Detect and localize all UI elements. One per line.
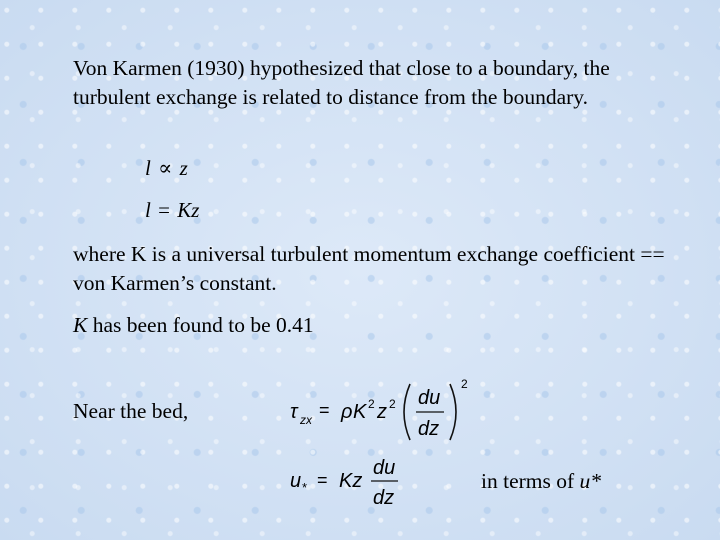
ustar-numerator: du bbox=[373, 457, 396, 479]
near-bed-label: Near the bed, bbox=[73, 399, 189, 423]
tau-denominator: dz bbox=[418, 418, 440, 440]
ustar-equals: = bbox=[317, 470, 328, 490]
k-symbol: K bbox=[353, 401, 367, 423]
k-variable: K bbox=[73, 313, 88, 337]
u-subscript: * bbox=[302, 480, 308, 495]
k-value-text: has been found to be 0.41 bbox=[87, 313, 314, 337]
rho-symbol: ρ bbox=[341, 401, 353, 423]
z-symbol: z bbox=[377, 401, 387, 423]
kz-term: Kz bbox=[339, 470, 363, 492]
k-value-paragraph bbox=[73, 311, 314, 340]
mixing-length-equation bbox=[145, 198, 199, 223]
eq1-operator: ∝ bbox=[158, 156, 173, 180]
u-symbol: u bbox=[290, 470, 302, 492]
eq2-operator: = bbox=[158, 198, 170, 222]
proportionality-equation bbox=[145, 156, 188, 181]
tau-numerator: du bbox=[418, 387, 441, 409]
z-exponent: 2 bbox=[389, 397, 396, 411]
tau-equals: = bbox=[319, 400, 330, 420]
left-paren bbox=[404, 384, 410, 440]
right-paren bbox=[450, 384, 456, 440]
shear-velocity-formula bbox=[290, 454, 410, 510]
intro-paragraph: Von Karmen (1930) hypothesized that close to a boundary, the turbulent exchange is related to distance from the boundary. bbox=[73, 56, 610, 109]
outer-exponent: 2 bbox=[461, 377, 468, 391]
tau-subscript: zx bbox=[300, 413, 312, 427]
in-terms-of-text: in terms of bbox=[481, 469, 580, 493]
tau-symbol: τ bbox=[290, 401, 298, 423]
k-exponent: 2 bbox=[368, 397, 375, 411]
where-paragraph: where K is a universal turbulent momentum exchange coefficient == von Karmen’s constant. bbox=[73, 242, 665, 295]
eq2-rhs: Kz bbox=[177, 198, 200, 222]
eq1-lhs: l bbox=[145, 156, 151, 180]
eq1-rhs: z bbox=[179, 156, 188, 180]
in-terms-of-label bbox=[481, 467, 601, 496]
shear-stress-formula bbox=[290, 374, 480, 446]
ustar-denominator: dz bbox=[373, 487, 395, 509]
u-star-text: u* bbox=[579, 469, 602, 493]
eq2-lhs: l bbox=[145, 198, 151, 222]
